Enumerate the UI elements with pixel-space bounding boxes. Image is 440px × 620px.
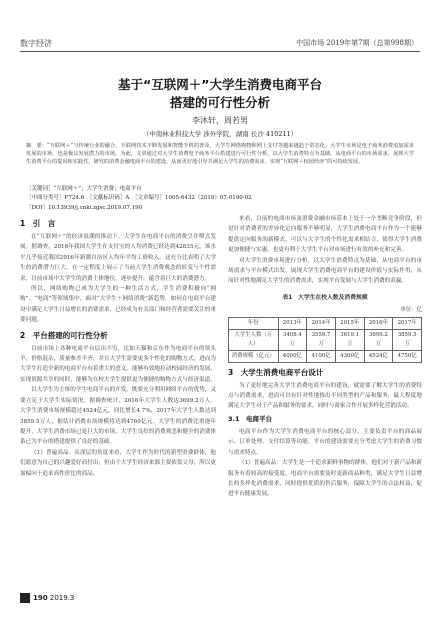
header-rule <box>20 51 420 52</box>
paragraph: 为了更好地完善大学生消费电商平台的建设，就需要了解大学生的消费特点与消费需求，进而可以有针对性地推出不同类型的产品和服务，最大程度地满足大学生对于产品和服务的要求，同时与商家合作开展多样化营销活动。 <box>228 382 422 410</box>
page-footer <box>20 593 74 603</box>
paragraph: （1）普遍高品：从深层的角度来看，大学生作为时代的新型消费群体，他们愿意为自己的兴趣爱好而付出，但由于大学生经济来源主要依靠父母，所以更加偏向于追求高性价比的商品。 <box>20 449 216 477</box>
paragraph: 对大学生消费市场进行分析，以大学生消费特点为基础，从电商平台的市场需求与平台模式出发，展现大学生消费电商平台的建设价值与实际作用，从而针对性地满足大学生的消费需求，实现平台发展与大学生消费的双赢。 <box>228 257 422 285</box>
right-column <box>228 214 422 500</box>
article-title-line-2: 搭建的可行性分析 <box>169 95 270 110</box>
table-header-row <box>229 317 422 329</box>
table-cell: 4524亿 <box>364 350 393 362</box>
running-header-journal: 中国市场 2019年第7期（总第998期） <box>296 39 418 47</box>
paragraph: 所以，网络购物已成为大学生的一种生活方式，学生消费积极向“网购”、“电商”等领域集中，面对“大学生＋网络消费”新趋势，如何在电商平台建设中满足大学生日益增长的消费需求，已经成为有关部门和经营者需要关注的重要问题。 <box>20 286 216 324</box>
table-cell: 3619.1万 <box>335 329 364 350</box>
table-unit: 单位：亿 <box>400 307 422 314</box>
affiliation: （中南林业科技大学 涉外学院，湖南 长沙 410211） <box>142 130 298 138</box>
page-number: 190 <box>33 594 48 602</box>
section-heading-design: 3 大学生消费电商平台设计 <box>228 367 324 377</box>
table-row <box>229 350 422 362</box>
issue-label: 2019.3 <box>49 594 75 602</box>
table-cell: 3559.7万 <box>307 329 336 350</box>
paragraph: （1）普遍高品：大学生是一个追求新鲜事物的群体，他们对于新产品和新服务有着较高的接受度，电商平台需要及时更新商品种类，满足大学生日益增长的多样化消费需求，同时提供优质的售后服务，保障大学生的合法权益，促进平台健康发展。 <box>228 460 422 498</box>
table-cell: 4750亿 <box>393 350 422 362</box>
abstract: 摘 要：“互联网＋”与传统行业的融合，互联网技术不断发展和智能手机的普及，大学生网络购物和网上支付等越来越趋于常态化。大学生市场是电子商务消费追加需求发展的市场，也是极具发展潜力的市场。为此，文章通过对大学生消费电子商务平台搭建进行可行性分析，以大学生消费特点为基础，从电商平台的市场需求，展现大学生消费平台的提出和实践性，研究的消费金融电商平台的建设，从而更好地引导并满足大学生的消费需求，实现“互联网＋校园经济”的可持续发展。 <box>26 143 414 165</box>
table-cell: 消费规模（亿元） <box>229 350 279 362</box>
paragraph: 来看，目前的电商市场及消费金融市场基本上处于一个垄断竞争阶段，但是针对消费者的差异化定向服务不够明显，大学生消费电商平台作为一个能够提供定向服务的新模式，可以与大学生的个性化需求相结合，使得大学生消费更加便捷与实惠，也更有利于大学生平台对市场进行有效的补充和完善。 <box>228 216 422 254</box>
journal-logo-mark <box>20 593 30 603</box>
table-cell: 3699.2万 <box>364 329 393 350</box>
table-header-cell: 2013年 <box>278 317 307 329</box>
paragraph: 电商平台作为大学生消费电商平台的核心部分，主要负责平台的商品展示、订单处理、支付结算等功能，平台的建设需要充分考虑大学生的消费习惯与需求特点。 <box>228 428 422 456</box>
table-cell: 4100亿 <box>307 350 336 362</box>
paragraph: 以大学生为主体的学生电商平台的开发，既要充分利用网络平台的优势，又要立足于大学生实际情况。据调查统计，2016年大学生人数达3699.2万人，大学生消费市场规模超过4524亿元，同比增长4.7%，2017年大学生人数达到3859.5万人，据估计消费市场规模将达到4760亿元。大学生的消费比重逐年提升，大学生消费市场已是巨大的市场，大学生良好的消费观念和健全的消费体系已为平台的搭建提供了良好的基础。 <box>20 387 216 446</box>
table-cell: 4000亿 <box>278 350 307 362</box>
article-title-line-1: 基于“互联网＋”大学生消费电商平台 <box>118 77 322 92</box>
table-cell: 大学生人数（万人） <box>229 329 279 350</box>
table-cell: 4300亿 <box>335 350 364 362</box>
doi: ［DOI］10.13939/j.cnki.zgsc.2019.07.190 <box>26 205 143 211</box>
data-table <box>228 317 422 363</box>
table-cell: 3408.4万 <box>278 329 307 350</box>
table-header-cell: 年份 <box>229 317 279 329</box>
section-heading-intro: 1 引 言 <box>20 219 56 228</box>
table-cell: 3859.5万 <box>393 329 422 350</box>
table-header-cell: 2015年 <box>335 317 364 329</box>
subsection-heading-platform: 3.1 电商平台 <box>228 414 273 423</box>
paragraph: 在“互联网＋”的经济浪潮的推动下，大学生在电商平台的消费呈井喷式发展。据调查，2016年我国大学生在支付宝的人均消费已经达到42835元，该水平几乎接近我国2016年新疆自治区人均年平均工资收入。这充分比表明了大学生的消费潜力巨大，在一定程度上展示了当前大学生消费观念的转变与个性需求，目前市场中大学生的消费主体地位，逐步提升，蕴含着巨大的消费潜力。 <box>20 234 216 282</box>
table-header-cell: 2017年 <box>393 317 422 329</box>
keywords: ［关键词］“互联网＋”；大学生消费；电商平台 <box>26 186 142 192</box>
authors: 李沐轩，周若男 <box>192 116 248 125</box>
paragraph: 目前市场上各种电商平台层出不穷，比如天猫和京东作为电商平台的领头羊，价格混杂，质量参差不齐，并且大学生需要更多个性化的购物方式，进而为大学生打造全新的电商平台有着重大的意义，能够有效地拉动校园经济的发展，实现资源共享的同时，能够为在校大学生提供更为便捷的购物方式与经济渠道。 <box>20 345 216 383</box>
table-header-cell: 2016年 <box>364 317 393 329</box>
table-caption: 表1 大学生在校人数及消费规模 <box>282 294 368 301</box>
left-column <box>20 214 216 479</box>
table-row <box>229 329 422 350</box>
table-header-cell: 2014年 <box>307 317 336 329</box>
section-heading-feasibility: 2 平台搭建的可行性分析 <box>20 330 108 340</box>
classification: ［中图分类号］F724.6 ［文献标识码］A ［文章编号］1005-6432（2019）07-0190-02 <box>26 195 252 201</box>
running-header-section: 数字经济 <box>20 39 52 48</box>
